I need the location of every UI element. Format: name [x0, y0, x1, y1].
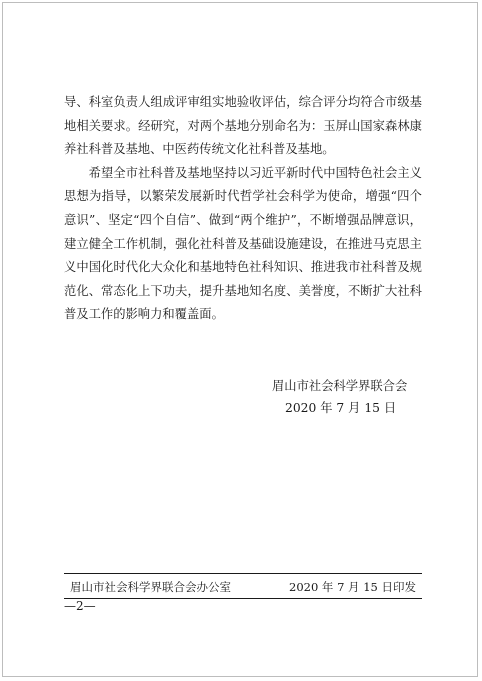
paragraph-2-line-4: 强品牌意识，建立健全工作机制，强化社科普及基础设施建 — [64, 212, 422, 251]
signature-date: 2020 年 7 月 15 日 — [285, 401, 397, 415]
paragraph-2-line-3: 强“四个意识”、坚定“四个自信”、做到“两个维护”，不断增 — [64, 189, 422, 227]
signature-organization: 眉山市社会科学界联合会 — [272, 379, 408, 393]
paragraph-1-line-2: 级基地相关要求。经研究，对两个基地分别命名为：玉屏山国 — [64, 95, 422, 133]
paragraph-1-line-1: 导、科室负责人组成评审组实地验收评估，综合评分均符合市 — [64, 95, 398, 109]
paragraph-2-line-1: 希望全市社科普及基地坚持以习近平新时代中国特色社会 — [88, 165, 398, 180]
footer-office: 眉山市社会科学界联合会办公室 — [70, 580, 231, 594]
paragraph-2-line-5: 设，在推进马克思主义中国化时代化大众化和基地特色社科知 — [64, 236, 422, 275]
paragraph-1 — [64, 91, 422, 162]
paragraph-2-line-6: 识、推进我市社科普及规范化、常态化上下功夫，提升基地知 — [64, 260, 422, 298]
document-body — [64, 91, 422, 327]
paragraph-2-line-7: 名度、美誉度，不断扩大社科普及工作的影响力和覆盖面。 — [64, 283, 422, 322]
footer-print-date: 2020 年 7 月 15 日印发 — [289, 580, 416, 594]
print-footer — [64, 573, 422, 599]
paragraph-2-line-2: 主义思想为指导，以繁荣发展新时代哲学社会科学为使命，增 — [64, 165, 422, 204]
page-number: —2— — [64, 599, 96, 613]
paragraph-2 — [64, 162, 422, 327]
paragraph-1-line-3: 家森林康养社科普及基地、中医药传统文化社科普及基地。 — [64, 118, 422, 157]
